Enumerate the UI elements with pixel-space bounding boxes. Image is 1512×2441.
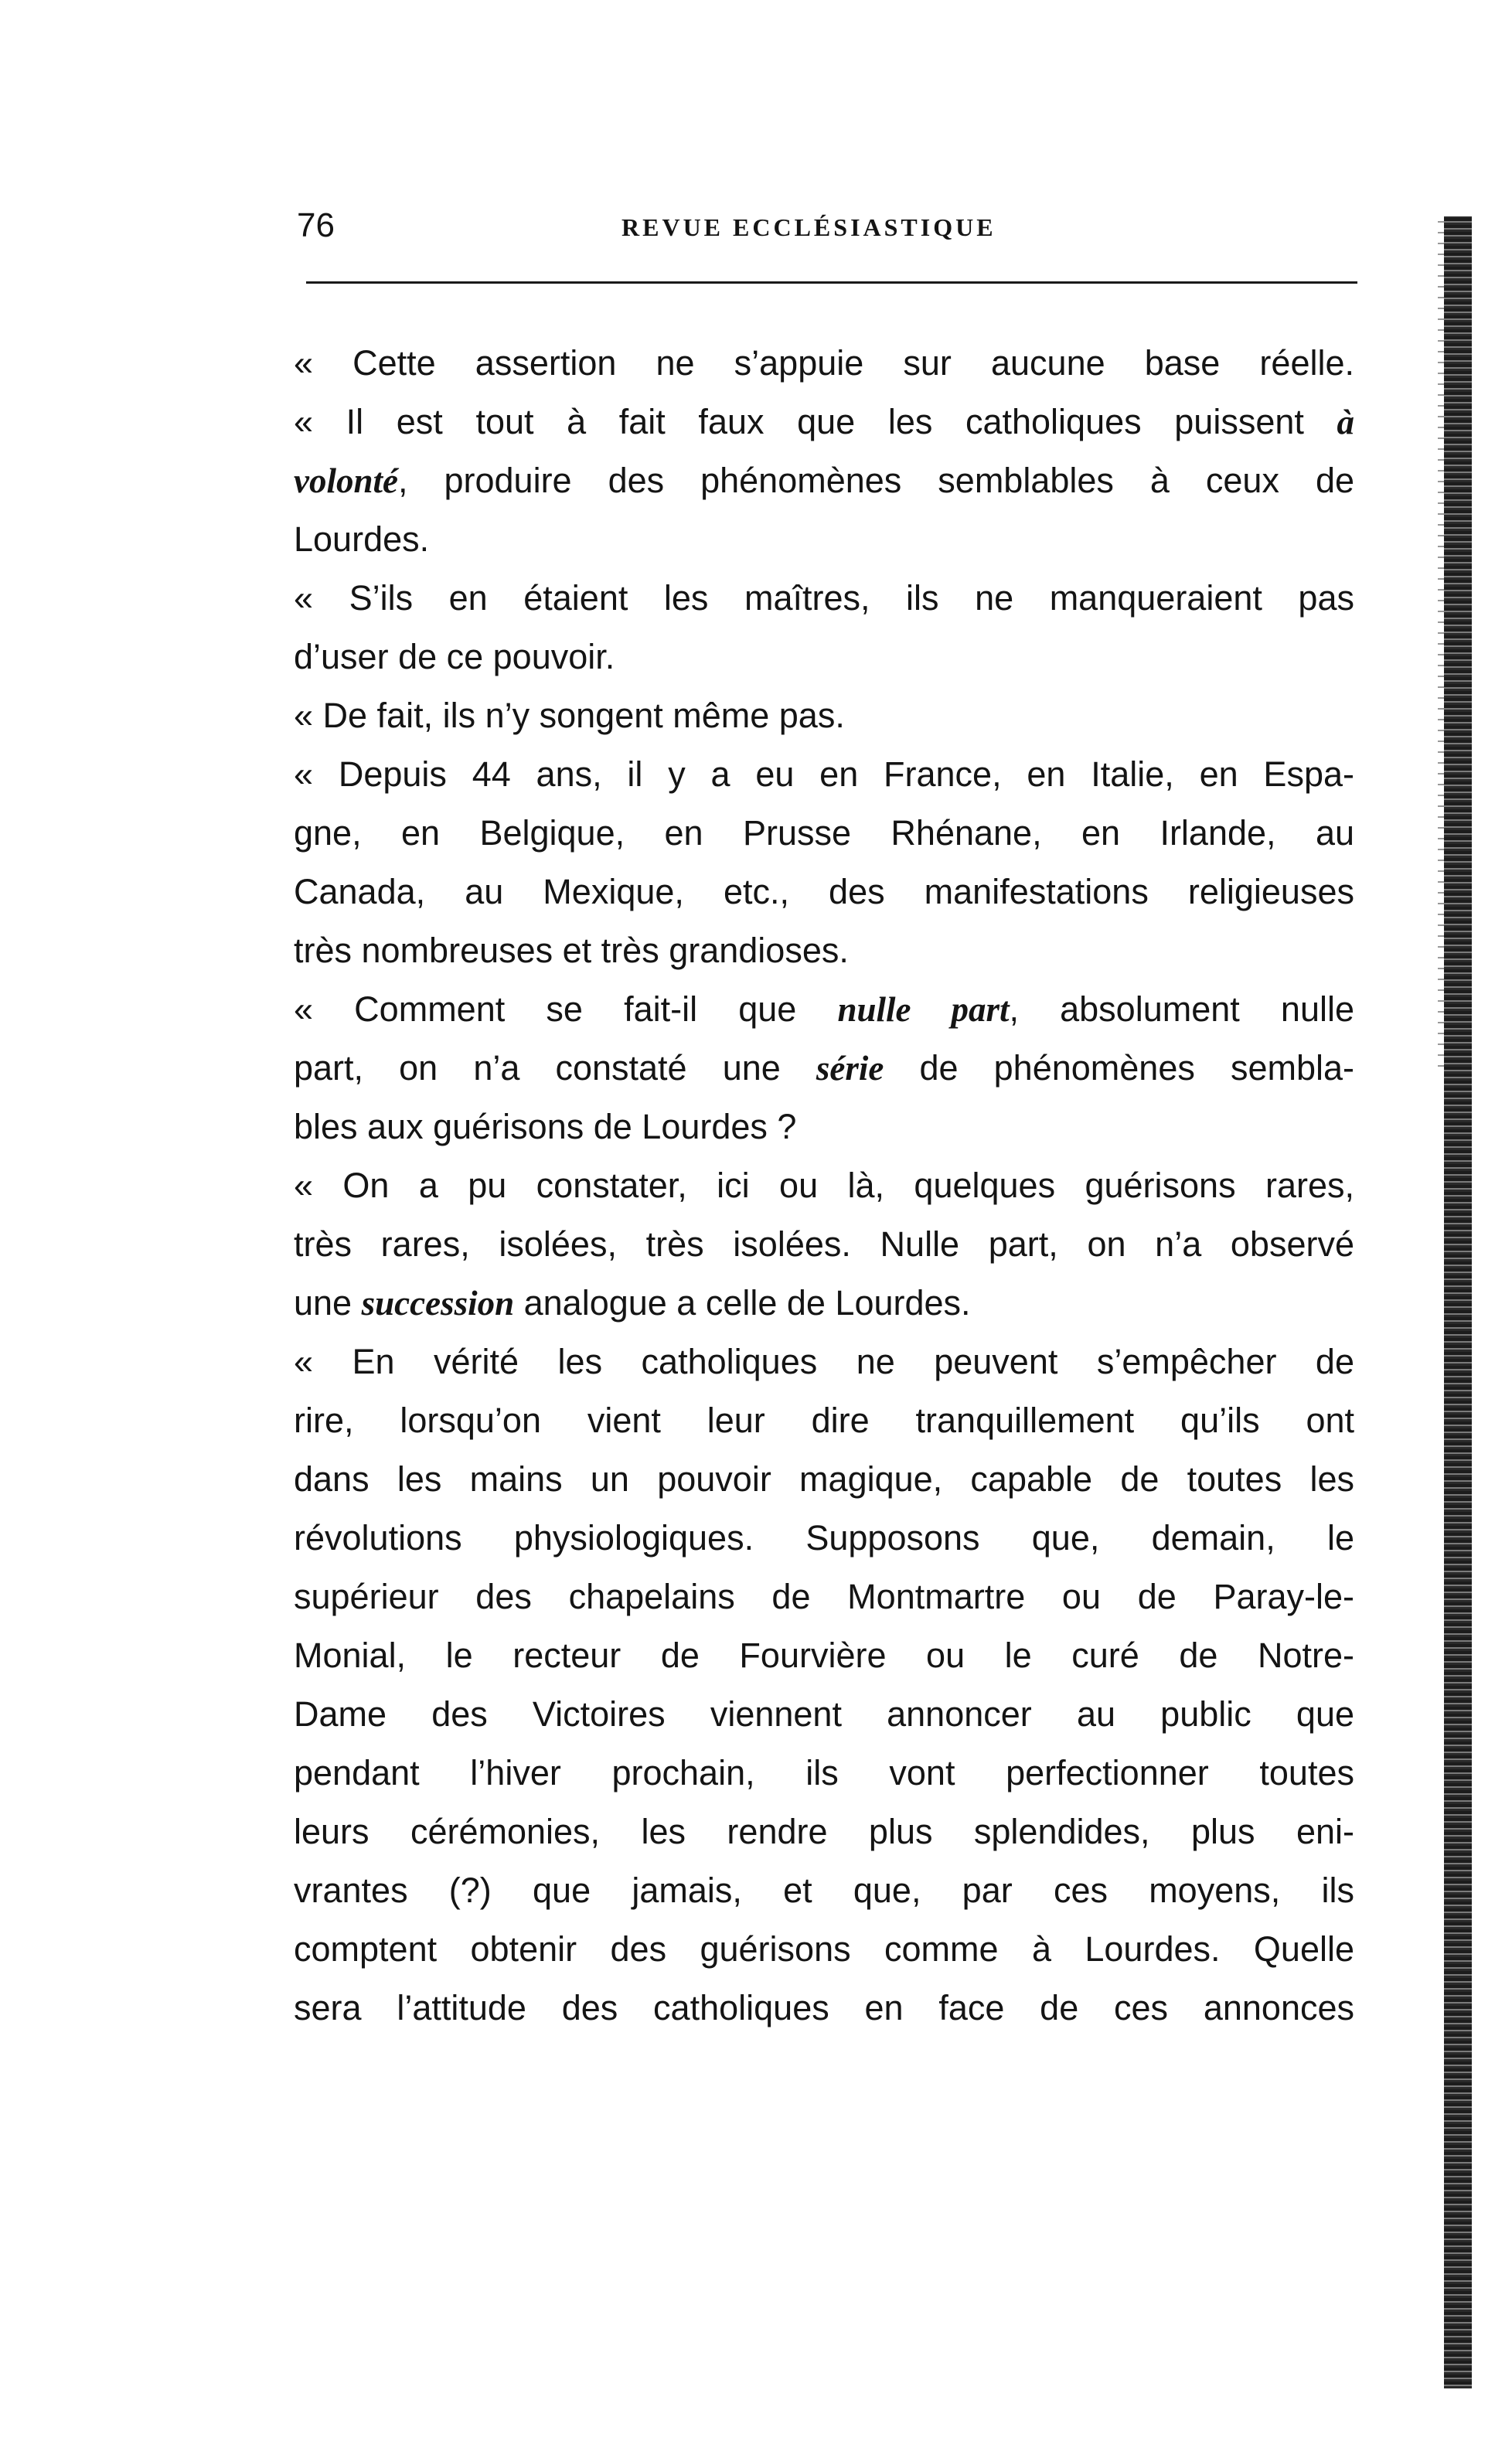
page-number: 76	[297, 206, 335, 244]
italic-phrase: série	[816, 1049, 884, 1088]
body-text	[294, 334, 1354, 2038]
text-segment: Lourdes.	[294, 519, 430, 559]
text-line	[294, 1098, 1354, 1156]
page-edge-shadow	[1438, 216, 1444, 1067]
text-segment: , absolument nulle	[1009, 989, 1354, 1029]
text-line	[294, 451, 1354, 510]
text-line	[294, 921, 1354, 980]
text-line	[294, 1861, 1354, 1920]
journal-title: REVUE ECCLÉSIASTIQUE	[621, 213, 996, 241]
text-line	[294, 1274, 1354, 1333]
text-segment: gne, en Belgique, en Prusse Rhénane, en Irlande, au	[294, 813, 1354, 853]
text-line	[294, 569, 1354, 628]
text-line	[294, 1744, 1354, 1803]
text-segment: très nombreuses et très grandioses.	[294, 931, 849, 970]
text-line	[294, 1333, 1354, 1391]
text-segment: analogue a celle de Lourdes.	[514, 1283, 971, 1323]
text-segment: « S’ils en étaient les maîtres, ils ne manqueraient pas	[294, 578, 1354, 618]
text-segment: « En vérité les catholiques ne peuvent s’empêcher de	[294, 1342, 1354, 1381]
text-segment: , produire des phénomènes semblables à ceux de	[397, 461, 1354, 500]
text-segment: part, on n’a constaté une	[294, 1048, 816, 1088]
text-line	[294, 510, 1354, 569]
text-line	[294, 804, 1354, 863]
text-line	[294, 334, 1354, 393]
text-segment: supérieur des chapelains de Montmartre ou de Paray-le-	[294, 1577, 1354, 1616]
text-segment: de phénomènes sembla-	[884, 1048, 1355, 1088]
text-segment: rire, lorsqu’on vient leur dire tranquillement qu’ils ont	[294, 1401, 1354, 1440]
text-line	[294, 1803, 1354, 1861]
header-rule	[306, 281, 1357, 284]
text-line	[294, 1685, 1354, 1744]
text-line	[294, 686, 1354, 745]
text-line	[294, 1626, 1354, 1685]
italic-phrase: à	[1337, 403, 1354, 441]
text-line	[294, 1509, 1354, 1568]
text-line	[294, 980, 1354, 1039]
italic-phrase: nulle part	[837, 990, 1010, 1029]
text-line	[294, 393, 1354, 451]
text-line	[294, 745, 1354, 804]
text-line	[294, 1450, 1354, 1509]
text-line	[294, 1979, 1354, 2038]
text-segment: comptent obtenir des guérisons comme à Lourdes. Quelle	[294, 1929, 1354, 1969]
text-segment: une	[294, 1283, 362, 1323]
italic-phrase: volonté	[294, 461, 398, 500]
text-segment: vrantes (?) que jamais, et que, par ces moyens, ils	[294, 1871, 1354, 1910]
page-edge-scan-artifact	[1444, 216, 1472, 2388]
text-segment: « Il est tout à fait faux que les catholiques puissent	[294, 402, 1337, 441]
text-line	[294, 1391, 1354, 1450]
text-segment: Dame des Victoires viennent annoncer au public que	[294, 1694, 1354, 1734]
text-segment: leurs cérémonies, les rendre plus splendides, plus eni-	[294, 1812, 1354, 1851]
text-segment: révolutions physiologiques. Supposons que, demain, le	[294, 1518, 1354, 1558]
text-line	[294, 1156, 1354, 1215]
text-line	[294, 863, 1354, 921]
text-line	[294, 1215, 1354, 1274]
text-segment: « De fait, ils n’y songent même pas.	[294, 696, 845, 735]
text-segment: pendant l’hiver prochain, ils vont perfectionner toutes	[294, 1753, 1354, 1792]
text-segment: « Cette assertion ne s’appuie sur aucune base réelle.	[294, 343, 1354, 383]
italic-phrase: succession	[361, 1284, 515, 1323]
text-segment: très rares, isolées, très isolées. Nulle part, on n’a observé	[294, 1224, 1354, 1264]
text-segment: « On a pu constater, ici ou là, quelques guérisons rares,	[294, 1166, 1354, 1205]
text-line	[294, 628, 1354, 686]
text-line	[294, 1039, 1354, 1098]
running-head	[297, 203, 1357, 249]
text-line	[294, 1920, 1354, 1979]
text-segment: « Comment se fait-il que	[294, 989, 838, 1029]
text-segment: dans les mains un pouvoir magique, capable de toutes les	[294, 1459, 1354, 1499]
text-segment: bles aux guérisons de Lourdes ?	[294, 1107, 797, 1146]
text-segment: « Depuis 44 ans, il y a eu en France, en Italie, en Espa-	[294, 754, 1354, 794]
text-segment: Monial, le recteur de Fourvière ou le curé de Notre-	[294, 1636, 1354, 1675]
text-segment: sera l’attitude des catholiques en face de ces annonces	[294, 1988, 1354, 2027]
text-segment: Canada, au Mexique, etc., des manifestations religieuses	[294, 872, 1354, 911]
text-segment: d’user de ce pouvoir.	[294, 637, 615, 676]
text-line	[294, 1568, 1354, 1626]
